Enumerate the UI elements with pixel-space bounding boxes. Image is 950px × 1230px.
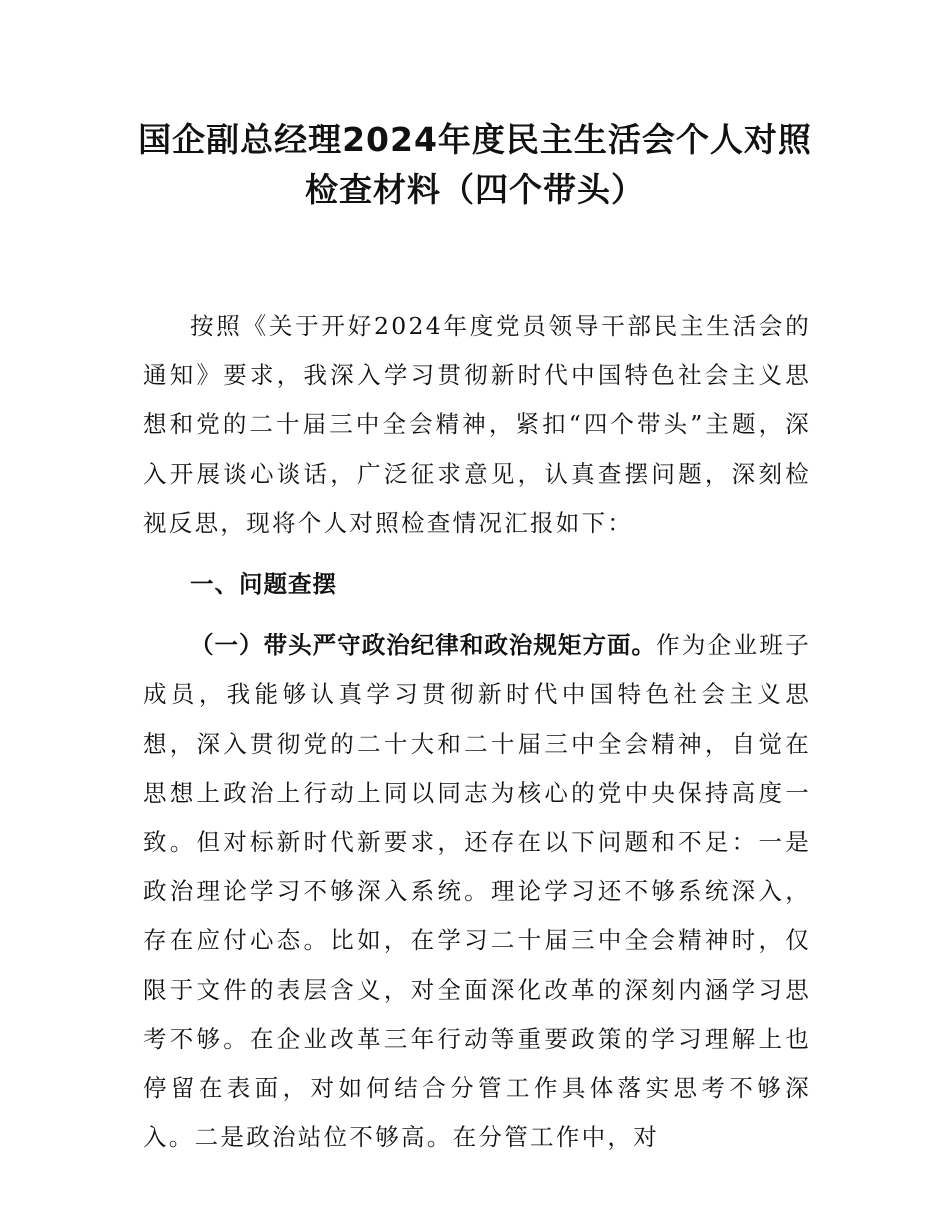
title-line-1: 国企副总经理2024年度民主生活会个人对照	[138, 120, 812, 159]
subsection-paragraph-1	[143, 621, 811, 1162]
subsection-lead-1: （一）带头严守政治纪律和政治规矩方面。	[190, 631, 657, 660]
document-body	[143, 302, 811, 1162]
title-line-2: 检查材料（四个带头）	[305, 170, 645, 209]
document-title	[120, 115, 830, 215]
intro-paragraph: 按照《关于开好2024年度党员领导干部民主生活会的通知》要求，我深入学习贯彻新时代中国特色社会主义思想和党的二十届三中全会精神，紧扣“四个带头”主题，深入开展谈心谈话，广泛征求意见，认真查摆问题，深刻检视反思，现将个人对照检查情况汇报如下：	[143, 312, 811, 537]
section-heading-problems: 一、问题查摆	[190, 570, 337, 599]
subsection-text-1: 作为企业班子成员，我能够认真学习贯彻新时代中国特色社会主义思想，深入贯彻党的二十大和二十届三中全会精神，自觉在思想上政治上行动上同以同志为核心的党中央保持高度一致。但对标新时代新要求，还存在以下问题和不足：一是政治理论学习不够深入系统。理论学习还不够系统深入，存在应付心态。比如，在学习二十届三中全会精神时，仅限于文件的表层含义，对全面深化改革的深刻内涵学习思考不够。在企业改革三年行动等重要政策的学习理解上也停留在表面，对如何结合分管工作具体落实思考不够深入。二是政治站位不够高。在分管工作中，对	[143, 631, 811, 1152]
